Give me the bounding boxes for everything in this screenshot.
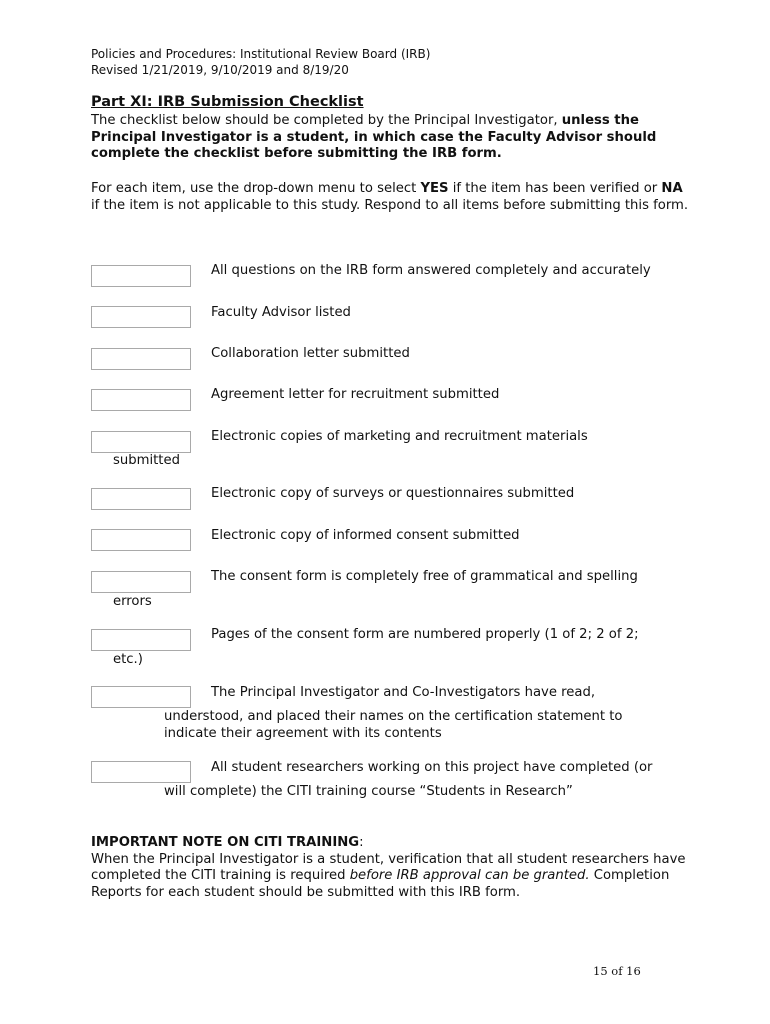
checklist-item-6-label: Electronic copy of surveys or questionnaires submitted (211, 486, 575, 501)
instructions-paragraph (91, 181, 691, 214)
citi-note-heading: IMPORTANT NOTE ON CITI TRAINING (91, 835, 360, 850)
citi-note-text-1: When the Principal Investigator is a student, verification that all student researchers have completed the CITI training is required (91, 851, 686, 883)
checklist-dropdown-1[interactable] (91, 265, 191, 287)
checklist-item-10-label: The Principal Investigator and Co-Investigators have read, (211, 685, 596, 700)
instructions-text-1: For each item, use the drop-down menu to select (91, 181, 421, 196)
citi-training-note (91, 835, 691, 901)
checklist-item-7-label: Electronic copy of informed consent submitted (211, 528, 520, 543)
checklist-item-10-continuation: understood, and placed their names on the certification statement to (164, 709, 623, 724)
checklist-dropdown-2[interactable] (91, 306, 191, 328)
checklist-item-10-continuation-2: indicate their agreement with its contents (164, 726, 442, 741)
checklist-item-9-label: Pages of the consent form are numbered properly (1 of 2; 2 of 2; (211, 627, 639, 642)
intro-text: The checklist below should be completed by the Principal Investigator, (91, 113, 562, 128)
checklist-dropdown-7[interactable] (91, 529, 191, 551)
checklist-dropdown-6[interactable] (91, 488, 191, 510)
citi-note-text-2: Completion Reports for each student should be submitted with this IRB form. (91, 868, 670, 900)
checklist-dropdown-8[interactable] (91, 571, 191, 593)
instructions-text-3: if the item is not applicable to this study. Respond to all items before submitting this form. (91, 197, 689, 213)
checklist-item-8-label: The consent form is completely free of grammatical and spelling (211, 569, 638, 584)
checklist-dropdown-11[interactable] (91, 761, 191, 783)
checklist-item-4-label: Agreement letter for recruitment submitted (211, 387, 500, 402)
citi-note-colon: : (359, 835, 364, 850)
page-number: 15 of 16 (593, 964, 641, 978)
section-title: Part XI: IRB Submission Checklist (91, 94, 364, 110)
instructions-text-2: if the item has been verified or (448, 181, 662, 196)
document-header-revised: Revised 1/21/2019, 9/10/2019 and 8/19/20 (91, 63, 349, 77)
document-header-policy: Policies and Procedures: Institutional Review Board (IRB) (91, 47, 431, 61)
checklist-dropdown-3[interactable] (91, 348, 191, 370)
checklist-dropdown-9[interactable] (91, 629, 191, 651)
checklist-item-1-label: All questions on the IRB form answered completely and accurately (211, 263, 651, 278)
checklist-dropdown-4[interactable] (91, 389, 191, 411)
intro-bold-text: unless the Principal Investigator is a student, in which case the Faculty Advisor should complete the checklist before submitting the IRB form. (91, 113, 657, 161)
na-option-label: NA (661, 181, 683, 196)
checklist-item-9-continuation: etc.) (113, 652, 143, 667)
checklist-item-11-label: All student researchers working on this project have completed (or (211, 760, 653, 775)
checklist-item-5-label: Electronic copies of marketing and recruitment materials (211, 429, 588, 444)
checklist-item-2-label: Faculty Advisor listed (211, 305, 351, 320)
checklist-dropdown-10[interactable] (91, 686, 191, 708)
citi-note-emphasis: before IRB approval can be granted. (349, 868, 590, 883)
checklist-dropdown-5[interactable] (91, 431, 191, 453)
checklist-item-11-continuation: will complete) the CITI training course “Students in Research” (164, 784, 573, 799)
checklist-item-5-continuation: submitted (113, 453, 180, 468)
intro-paragraph (91, 113, 691, 163)
yes-option-label: YES (420, 181, 449, 196)
checklist-item-3-label: Collaboration letter submitted (211, 346, 410, 361)
checklist-item-8-continuation: errors (113, 594, 152, 609)
